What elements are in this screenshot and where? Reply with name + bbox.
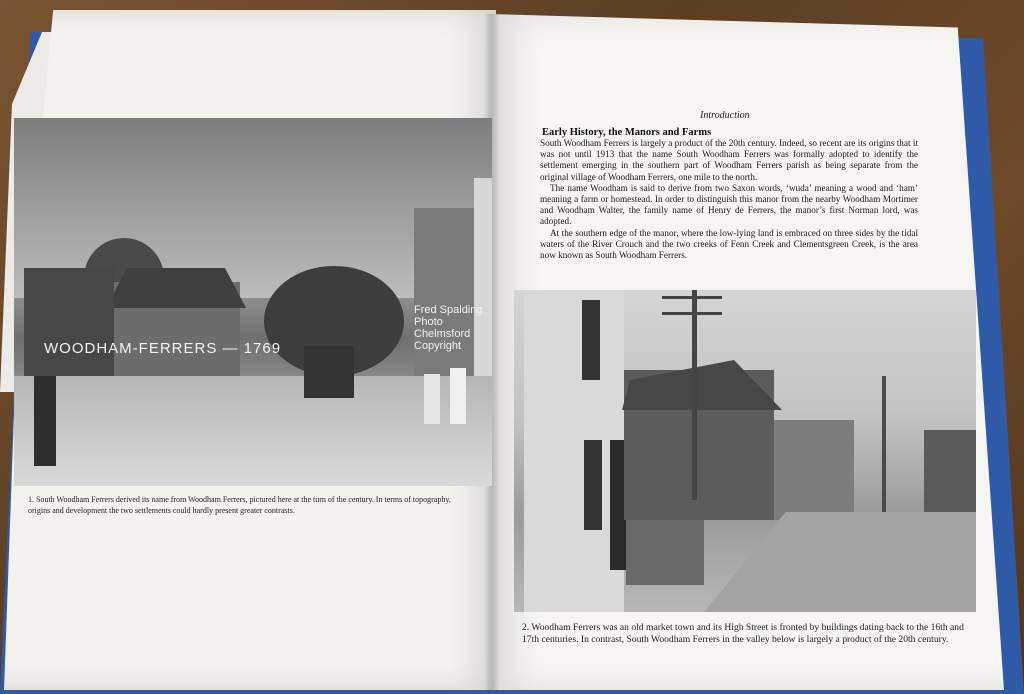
high-street-photo-right xyxy=(514,290,976,612)
telegraph-crossarm xyxy=(662,296,722,299)
window xyxy=(584,440,602,530)
figures xyxy=(450,368,466,424)
cart xyxy=(304,346,354,398)
building-right-2 xyxy=(474,178,492,408)
figures xyxy=(424,374,440,424)
left-photo-caption: 1. South Woodham Ferrers derived its name from Woodham Ferrers, pictured here at the turn of the century. In terms of topography, origins and development the two settlements could hardly present greater contrasts. xyxy=(28,495,451,515)
photo-road xyxy=(14,376,492,486)
right-photo-caption: 2. Woodham Ferrers was an old market town and its High Street is fronted by buildings dating back to the 16th and 17th centuries. In contrast, South Woodham Ferrers in the valley below is largely a product of the 20th century. xyxy=(522,622,964,645)
paragraph: At the southern edge of the manor, where the low-lying land is embraced on three sides by the tidal waters of the River Crouch and the two creeks of Fenn Creek and Clementsgreen Creek, is the area now known as South Woodham Ferrers. xyxy=(540,227,918,261)
paragraph: The name Woodham is said to derive from two Saxon words, ‘wuda’ meaning a wood and ‘ham’ meaning a farm or homestead. In order to distinguish this manor from the nearby Woodham Mortimer and Woodham Walter, the family name of Henry de Ferrers, the manor’s first Norman lord, was adopted. xyxy=(540,182,918,227)
section-title: Early History, the Manors and Farms xyxy=(542,127,712,138)
historic-street-photo-left xyxy=(14,118,492,486)
distant-houses xyxy=(774,420,854,520)
row-roof xyxy=(622,360,782,410)
telegraph-crossarm xyxy=(662,312,722,315)
house-left xyxy=(524,290,624,612)
window xyxy=(582,300,600,380)
running-head: Introduction xyxy=(700,110,750,121)
photo-inscription-credit: Fred Spalding Photo Chelmsford Copyright xyxy=(414,304,483,352)
figures xyxy=(34,376,56,466)
cottage-roof xyxy=(106,268,246,308)
road xyxy=(704,512,976,612)
paragraph: South Woodham Ferrers is largely a product of the 20th century. Indeed, so recent are its origins that it was not until 1913 that the name South Woodham Ferrers was formally adopted to identify the settlement emerging in the southern part of Woodham Ferrers parish as being separate from the original village of Woodham Ferrers, one mile to the north. xyxy=(540,138,918,182)
telegraph-pole xyxy=(692,290,697,500)
body-text xyxy=(540,138,918,261)
photo-inscription-title: WOODHAM-FERRERS — 1769 xyxy=(44,340,282,357)
